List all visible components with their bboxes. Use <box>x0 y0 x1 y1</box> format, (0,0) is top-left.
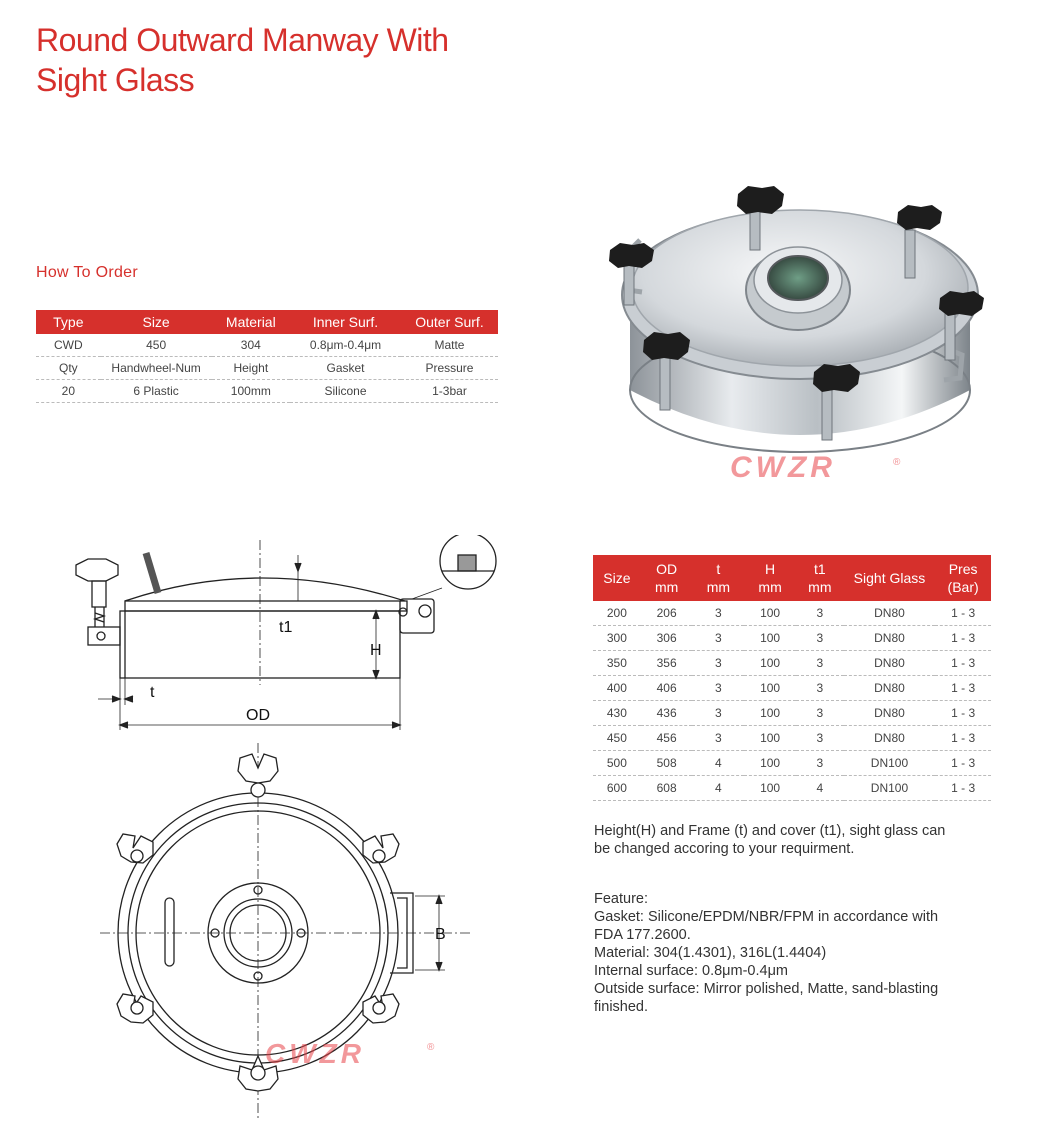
top-view-drawing <box>95 738 475 1123</box>
feature-list <box>594 890 1014 1016</box>
table-cell: 456 <box>641 726 693 751</box>
table-cell: Qty <box>36 357 101 380</box>
feature-line: FDA 177.2600. <box>594 927 691 943</box>
table-cell: DN80 <box>844 676 936 701</box>
label-t: t <box>150 684 155 701</box>
table-cell: 1 - 3 <box>935 676 991 701</box>
table-cell: 1 - 3 <box>935 626 991 651</box>
order-header-cell: Inner Surf. <box>290 310 401 334</box>
size-header-cell: Size <box>593 555 641 601</box>
table-row <box>593 701 991 726</box>
label-b: B <box>435 926 446 943</box>
table-cell: DN80 <box>844 651 936 676</box>
watermark-mark-drawing: ® <box>427 1042 435 1053</box>
table-cell: 100 <box>744 776 796 801</box>
size-header-cell: t mm <box>692 555 744 601</box>
table-cell: 436 <box>641 701 693 726</box>
table-cell: 3 <box>796 751 844 776</box>
table-row <box>593 626 991 651</box>
feature-line: Outside surface: Mirror polished, Matte, sand-blasting <box>594 981 939 997</box>
table-cell: DN100 <box>844 751 936 776</box>
table-cell: 306 <box>641 626 693 651</box>
order-header-cell: Type <box>36 310 101 334</box>
table-cell: 3 <box>796 651 844 676</box>
watermark-brand: CWZR <box>730 451 836 484</box>
table-cell: 4 <box>796 776 844 801</box>
size-header-cell: H mm <box>744 555 796 601</box>
size-table <box>593 555 991 801</box>
table-cell: 6 Plastic <box>101 380 212 403</box>
table-cell: 200 <box>593 601 641 626</box>
feature-line: Gasket: Silicone/EPDM/NBR/FPM in accordance with <box>594 909 939 925</box>
table-cell: 100 <box>744 601 796 626</box>
table-cell: 1-3bar <box>401 380 498 403</box>
table-cell: Gasket <box>290 357 401 380</box>
page-title <box>36 20 556 100</box>
table-cell: 304 <box>212 334 291 357</box>
size-header-cell: Sight Glass <box>844 555 936 601</box>
table-cell: 100mm <box>212 380 291 403</box>
table-cell: 3 <box>692 676 744 701</box>
table-cell: 206 <box>641 601 693 626</box>
note-line: Height(H) and Frame (t) and cover (t1), sight glass can <box>594 823 946 839</box>
title-line-1: Round Outward Manway With <box>36 22 449 58</box>
watermark-brand-drawing: CWZR <box>265 1038 365 1069</box>
table-row <box>593 726 991 751</box>
table-row <box>593 601 991 626</box>
table-cell: 3 <box>692 626 744 651</box>
table-cell: CWD <box>36 334 101 357</box>
table-cell: 100 <box>744 701 796 726</box>
table-cell: 1 - 3 <box>935 651 991 676</box>
table-cell: 450 <box>593 726 641 751</box>
table-cell: DN80 <box>844 701 936 726</box>
note-line: be changed accoring to your requirment. <box>594 841 855 857</box>
table-cell: 100 <box>744 651 796 676</box>
table-row <box>593 776 991 801</box>
table-cell: Height <box>212 357 291 380</box>
cwzr-logo <box>730 451 901 484</box>
table-row <box>593 676 991 701</box>
table-cell: 3 <box>796 726 844 751</box>
feature-line: Internal surface: 0.8μm-0.4μm <box>594 963 789 979</box>
side-view-drawing <box>70 535 500 735</box>
table-cell: 3 <box>796 626 844 651</box>
table-cell: 1 - 3 <box>935 701 991 726</box>
table-cell: 3 <box>796 676 844 701</box>
table-cell: 400 <box>593 676 641 701</box>
size-header-cell: Pres (Bar) <box>935 555 991 601</box>
table-cell: 3 <box>692 601 744 626</box>
table-cell: 3 <box>692 701 744 726</box>
table-row <box>36 357 498 380</box>
feature-line: Material: 304(1.4301), 316L(1.4404) <box>594 945 827 961</box>
label-od: OD <box>246 707 270 724</box>
table-cell: 508 <box>641 751 693 776</box>
table-row <box>36 380 498 403</box>
order-header-cell: Material <box>212 310 291 334</box>
table-cell: 300 <box>593 626 641 651</box>
table-cell: 1 - 3 <box>935 601 991 626</box>
feature-heading: Feature: <box>594 891 648 907</box>
table-cell: 3 <box>692 726 744 751</box>
size-header-cell: t1 mm <box>796 555 844 601</box>
watermark-mark: ® <box>893 457 901 468</box>
table-cell: DN100 <box>844 776 936 801</box>
table-cell: 3 <box>796 601 844 626</box>
table-cell: Handwheel-Num <box>101 357 212 380</box>
size-table-body <box>593 601 991 801</box>
table-cell: 100 <box>744 751 796 776</box>
table-cell: 4 <box>692 776 744 801</box>
size-header-cell: OD mm <box>641 555 693 601</box>
label-t1: t1 <box>279 619 293 636</box>
table-cell: 1 - 3 <box>935 726 991 751</box>
table-cell: 350 <box>593 651 641 676</box>
table-cell: 450 <box>101 334 212 357</box>
table-cell: 600 <box>593 776 641 801</box>
cwzr-logo-drawing <box>265 1038 435 1069</box>
customization-note <box>594 822 1004 858</box>
table-cell: 100 <box>744 726 796 751</box>
table-cell: 3 <box>692 651 744 676</box>
label-h: H <box>370 642 382 659</box>
order-header-cell: Outer Surf. <box>401 310 498 334</box>
title-line-2: Sight Glass <box>36 62 195 98</box>
size-header-row <box>593 555 991 601</box>
table-cell: 20 <box>36 380 101 403</box>
manway-photo <box>600 180 1000 490</box>
table-row <box>593 751 991 776</box>
table-cell: 100 <box>744 676 796 701</box>
how-to-order-heading: How To Order <box>36 264 139 281</box>
order-header-row <box>36 310 498 334</box>
table-cell: Matte <box>401 334 498 357</box>
table-row <box>36 334 498 357</box>
table-cell: 4 <box>692 751 744 776</box>
table-cell: DN80 <box>844 626 936 651</box>
table-cell: 356 <box>641 651 693 676</box>
table-cell: 406 <box>641 676 693 701</box>
table-cell: 608 <box>641 776 693 801</box>
table-cell: Silicone <box>290 380 401 403</box>
table-cell: 100 <box>744 626 796 651</box>
table-row <box>593 651 991 676</box>
table-cell: 0.8μm-0.4μm <box>290 334 401 357</box>
table-cell: 500 <box>593 751 641 776</box>
table-cell: 1 - 3 <box>935 776 991 801</box>
table-cell: DN80 <box>844 601 936 626</box>
table-cell: 430 <box>593 701 641 726</box>
table-cell: Pressure <box>401 357 498 380</box>
order-header-cell: Size <box>101 310 212 334</box>
table-cell: DN80 <box>844 726 936 751</box>
feature-line: finished. <box>594 999 649 1015</box>
table-cell: 3 <box>796 701 844 726</box>
how-to-order-table <box>36 310 498 403</box>
table-cell: 1 - 3 <box>935 751 991 776</box>
